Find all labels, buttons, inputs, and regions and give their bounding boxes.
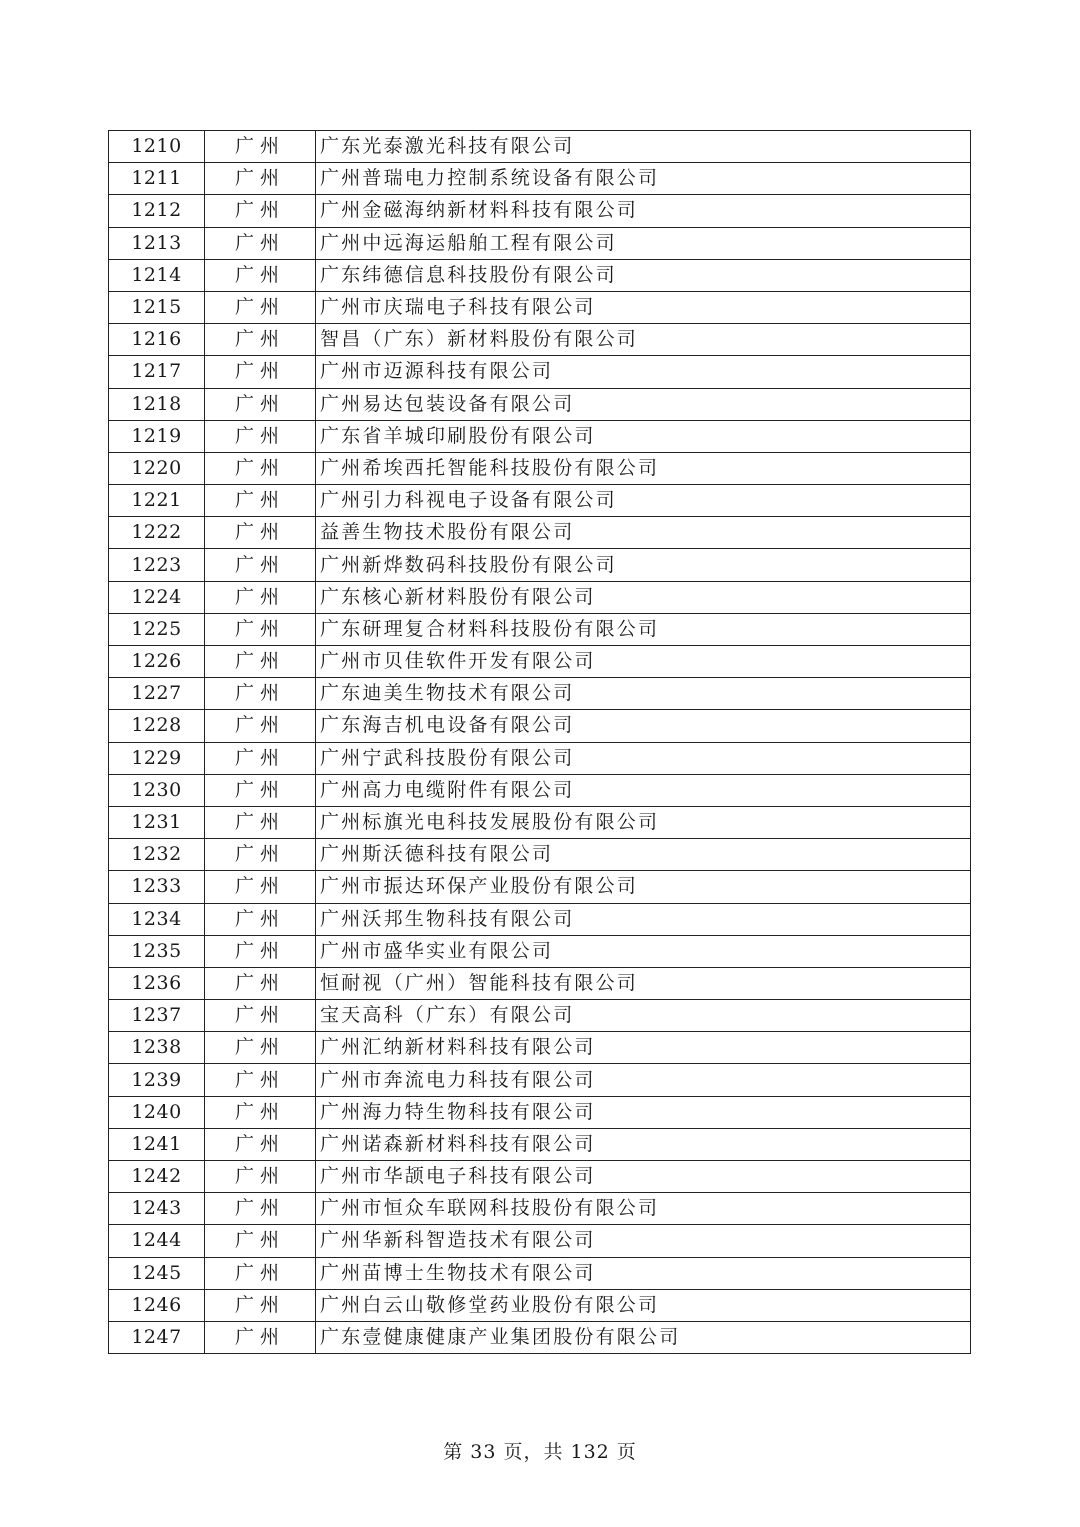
row-number-cell: 1239 (109, 1064, 205, 1096)
company-name-cell: 广州市盛华实业有限公司 (316, 935, 971, 967)
table-row (109, 1096, 971, 1128)
table-row (109, 1257, 971, 1289)
company-name-cell: 广州市恒众车联网科技股份有限公司 (316, 1193, 971, 1225)
city-cell: 广州 (205, 291, 316, 323)
row-number-cell: 1236 (109, 967, 205, 999)
city-cell: 广州 (205, 646, 316, 678)
city-cell: 广州 (205, 613, 316, 645)
row-number-cell: 1212 (109, 195, 205, 227)
row-number-cell: 1220 (109, 452, 205, 484)
company-name-cell: 广州华新科智造技术有限公司 (316, 1225, 971, 1257)
company-name-cell: 广州普瑞电力控制系统设备有限公司 (316, 163, 971, 195)
company-name-cell: 广州中远海运船舶工程有限公司 (316, 227, 971, 259)
city-cell: 广州 (205, 1064, 316, 1096)
company-name-cell: 广州诺森新材料科技有限公司 (316, 1128, 971, 1160)
row-number-cell: 1223 (109, 549, 205, 581)
city-cell: 广州 (205, 1257, 316, 1289)
company-name-cell: 宝天高科（广东）有限公司 (316, 1000, 971, 1032)
company-name-cell: 广东省羊城印刷股份有限公司 (316, 420, 971, 452)
row-number-cell: 1215 (109, 291, 205, 323)
row-number-cell: 1244 (109, 1225, 205, 1257)
table-row (109, 163, 971, 195)
company-name-cell: 广州市迈源科技有限公司 (316, 356, 971, 388)
city-cell: 广州 (205, 1193, 316, 1225)
company-name-cell: 广东光泰激光科技有限公司 (316, 131, 971, 163)
table-row (109, 1032, 971, 1064)
row-number-cell: 1211 (109, 163, 205, 195)
table-row (109, 388, 971, 420)
company-name-cell: 广州市振达环保产业股份有限公司 (316, 871, 971, 903)
company-name-cell: 广州苗博士生物技术有限公司 (316, 1257, 971, 1289)
city-cell: 广州 (205, 967, 316, 999)
row-number-cell: 1237 (109, 1000, 205, 1032)
page-number: 第 33 页，共 132 页 (443, 1441, 637, 1463)
city-cell: 广州 (205, 1128, 316, 1160)
row-number-cell: 1233 (109, 871, 205, 903)
table-row (109, 774, 971, 806)
city-cell: 广州 (205, 1032, 316, 1064)
table-row (109, 710, 971, 742)
company-name-cell: 广东迪美生物技术有限公司 (316, 678, 971, 710)
table-row (109, 1128, 971, 1160)
table-row (109, 259, 971, 291)
city-cell: 广州 (205, 935, 316, 967)
city-cell: 广州 (205, 1321, 316, 1353)
table-row (109, 131, 971, 163)
city-cell: 广州 (205, 903, 316, 935)
city-cell: 广州 (205, 742, 316, 774)
company-name-cell: 广东核心新材料股份有限公司 (316, 581, 971, 613)
table-row (109, 195, 971, 227)
company-name-cell: 恒耐视（广州）智能科技有限公司 (316, 967, 971, 999)
company-name-cell: 广东纬德信息科技股份有限公司 (316, 259, 971, 291)
row-number-cell: 1242 (109, 1161, 205, 1193)
table-row (109, 871, 971, 903)
table-row (109, 452, 971, 484)
city-cell: 广州 (205, 259, 316, 291)
city-cell: 广州 (205, 1096, 316, 1128)
company-name-cell: 广州市贝佳软件开发有限公司 (316, 646, 971, 678)
company-name-cell: 广州高力电缆附件有限公司 (316, 774, 971, 806)
company-name-cell: 广州新烨数码科技股份有限公司 (316, 549, 971, 581)
table-row (109, 356, 971, 388)
row-number-cell: 1226 (109, 646, 205, 678)
row-number-cell: 1214 (109, 259, 205, 291)
table-row (109, 646, 971, 678)
city-cell: 广州 (205, 485, 316, 517)
row-number-cell: 1216 (109, 324, 205, 356)
company-name-cell: 广州市华颉电子科技有限公司 (316, 1161, 971, 1193)
row-number-cell: 1221 (109, 485, 205, 517)
company-name-cell: 广州金磁海纳新材料科技有限公司 (316, 195, 971, 227)
company-name-cell: 广州引力科视电子设备有限公司 (316, 485, 971, 517)
row-number-cell: 1230 (109, 774, 205, 806)
row-number-cell: 1224 (109, 581, 205, 613)
city-cell: 广州 (205, 324, 316, 356)
city-cell: 广州 (205, 131, 316, 163)
table-row (109, 839, 971, 871)
city-cell: 广州 (205, 871, 316, 903)
company-name-cell: 广州易达包装设备有限公司 (316, 388, 971, 420)
table-row (109, 517, 971, 549)
city-cell: 广州 (205, 388, 316, 420)
row-number-cell: 1219 (109, 420, 205, 452)
table-row (109, 935, 971, 967)
company-name-cell: 智昌（广东）新材料股份有限公司 (316, 324, 971, 356)
row-number-cell: 1246 (109, 1289, 205, 1321)
table-row (109, 581, 971, 613)
table-row (109, 678, 971, 710)
city-cell: 广州 (205, 517, 316, 549)
table-row (109, 1321, 971, 1353)
row-number-cell: 1228 (109, 710, 205, 742)
table-row (109, 903, 971, 935)
company-name-cell: 广州沃邦生物科技有限公司 (316, 903, 971, 935)
row-number-cell: 1225 (109, 613, 205, 645)
company-table (108, 130, 970, 1354)
company-name-cell: 广州斯沃德科技有限公司 (316, 839, 971, 871)
row-number-cell: 1210 (109, 131, 205, 163)
row-number-cell: 1245 (109, 1257, 205, 1289)
row-number-cell: 1234 (109, 903, 205, 935)
table-row (109, 1193, 971, 1225)
company-name-cell: 广州海力特生物科技有限公司 (316, 1096, 971, 1128)
table-row (109, 324, 971, 356)
table-row (109, 613, 971, 645)
row-number-cell: 1238 (109, 1032, 205, 1064)
company-name-cell: 广州市庆瑞电子科技有限公司 (316, 291, 971, 323)
company-name-cell: 益善生物技术股份有限公司 (316, 517, 971, 549)
row-number-cell: 1240 (109, 1096, 205, 1128)
row-number-cell: 1232 (109, 839, 205, 871)
row-number-cell: 1222 (109, 517, 205, 549)
city-cell: 广州 (205, 1289, 316, 1321)
company-name-cell: 广州汇纳新材料科技有限公司 (316, 1032, 971, 1064)
city-cell: 广州 (205, 678, 316, 710)
row-number-cell: 1229 (109, 742, 205, 774)
row-number-cell: 1243 (109, 1193, 205, 1225)
row-number-cell: 1218 (109, 388, 205, 420)
company-table-body (109, 131, 971, 1354)
city-cell: 广州 (205, 420, 316, 452)
company-name-cell: 广州希埃西托智能科技股份有限公司 (316, 452, 971, 484)
row-number-cell: 1241 (109, 1128, 205, 1160)
company-name-cell: 广州标旗光电科技发展股份有限公司 (316, 806, 971, 838)
table-row (109, 967, 971, 999)
table-row (109, 1225, 971, 1257)
table-row (109, 1289, 971, 1321)
table-row (109, 806, 971, 838)
table-row (109, 549, 971, 581)
company-name-cell: 广州宁武科技股份有限公司 (316, 742, 971, 774)
city-cell: 广州 (205, 806, 316, 838)
city-cell: 广州 (205, 581, 316, 613)
city-cell: 广州 (205, 549, 316, 581)
table-row (109, 420, 971, 452)
city-cell: 广州 (205, 1000, 316, 1032)
row-number-cell: 1213 (109, 227, 205, 259)
city-cell: 广州 (205, 452, 316, 484)
city-cell: 广州 (205, 1225, 316, 1257)
company-name-cell: 广州白云山敬修堂药业股份有限公司 (316, 1289, 971, 1321)
city-cell: 广州 (205, 356, 316, 388)
city-cell: 广州 (205, 227, 316, 259)
row-number-cell: 1247 (109, 1321, 205, 1353)
row-number-cell: 1227 (109, 678, 205, 710)
city-cell: 广州 (205, 163, 316, 195)
table-row (109, 1064, 971, 1096)
row-number-cell: 1231 (109, 806, 205, 838)
table-row (109, 227, 971, 259)
company-name-cell: 广州市奔流电力科技有限公司 (316, 1064, 971, 1096)
company-name-cell: 广东壹健康健康产业集团股份有限公司 (316, 1321, 971, 1353)
company-name-cell: 广东海吉机电设备有限公司 (316, 710, 971, 742)
city-cell: 广州 (205, 774, 316, 806)
table-row (109, 742, 971, 774)
table-row (109, 1161, 971, 1193)
table-row (109, 291, 971, 323)
row-number-cell: 1217 (109, 356, 205, 388)
table-row (109, 1000, 971, 1032)
city-cell: 广州 (205, 1161, 316, 1193)
row-number-cell: 1235 (109, 935, 205, 967)
city-cell: 广州 (205, 710, 316, 742)
company-name-cell: 广东研理复合材料科技股份有限公司 (316, 613, 971, 645)
table-row (109, 485, 971, 517)
city-cell: 广州 (205, 195, 316, 227)
city-cell: 广州 (205, 839, 316, 871)
